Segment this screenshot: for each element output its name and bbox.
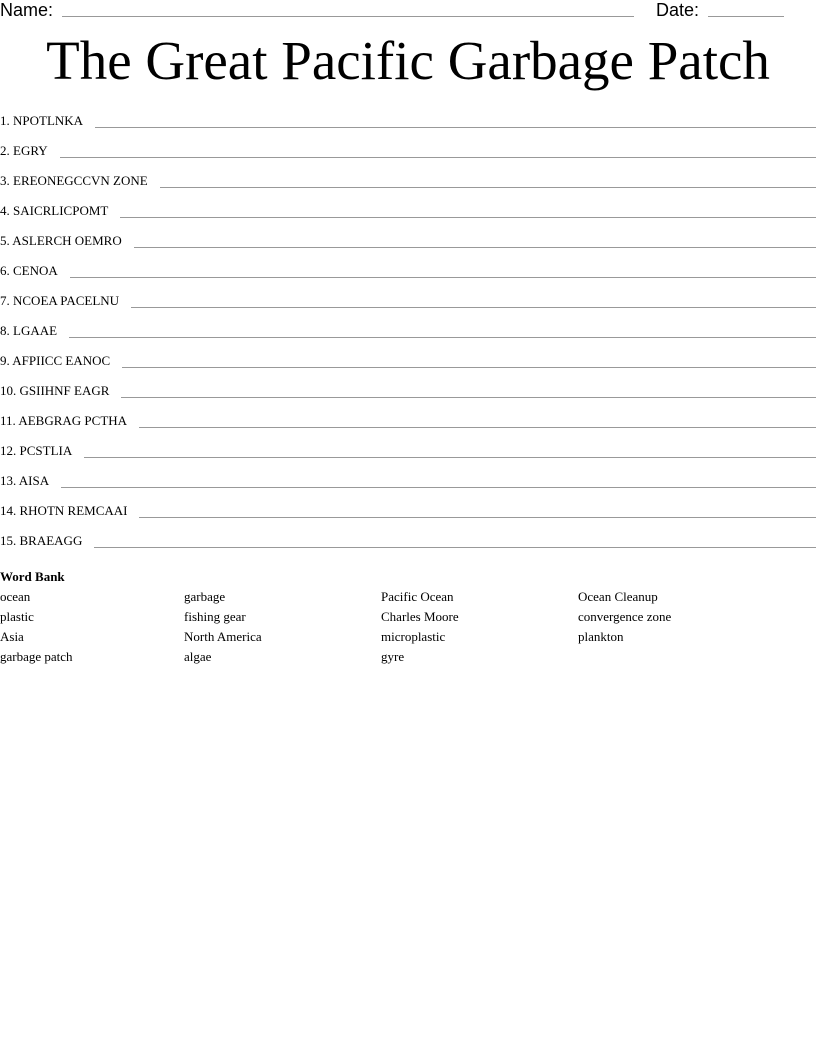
word-bank-item: algae bbox=[184, 649, 212, 664]
name-label: Name: bbox=[0, 0, 54, 20]
word-bank-item: gyre bbox=[381, 649, 405, 664]
question-text bbox=[0, 170, 148, 189]
question-number: 6. bbox=[0, 263, 10, 278]
scrambled-word: GSIIHNF EAGR bbox=[19, 383, 110, 398]
answer-line[interactable] bbox=[120, 217, 816, 218]
scrambled-word: LGAAE bbox=[13, 323, 58, 338]
answer-line[interactable] bbox=[139, 427, 816, 428]
answer-line[interactable] bbox=[60, 157, 816, 158]
question-text bbox=[0, 260, 58, 279]
scrambled-word: AISA bbox=[18, 473, 50, 488]
scrambled-word: SAICRLICPOMT bbox=[13, 203, 109, 218]
question-number: 15. bbox=[0, 533, 17, 548]
question-text bbox=[0, 440, 72, 459]
question-row bbox=[0, 380, 816, 410]
question-row bbox=[0, 470, 816, 500]
question-text bbox=[0, 380, 109, 399]
word-bank-title: Word Bank bbox=[0, 569, 65, 584]
question-number: 3. bbox=[0, 173, 10, 188]
word-bank-item: fishing gear bbox=[184, 609, 246, 624]
answer-line[interactable] bbox=[70, 277, 816, 278]
question-number: 7. bbox=[0, 293, 10, 308]
question-number: 10. bbox=[0, 383, 17, 398]
question-row bbox=[0, 440, 816, 470]
question-number: 5. bbox=[0, 233, 10, 248]
word-bank-item: garbage patch bbox=[0, 649, 73, 664]
answer-line[interactable] bbox=[84, 457, 816, 458]
question-row bbox=[0, 260, 816, 290]
answer-line[interactable] bbox=[95, 127, 816, 128]
question-text bbox=[0, 290, 119, 309]
question-row bbox=[0, 290, 816, 320]
word-bank-item: convergence zone bbox=[578, 609, 672, 624]
scrambled-word: PCSTLIA bbox=[19, 443, 73, 458]
word-bank-item: microplastic bbox=[381, 629, 446, 644]
question-number: 2. bbox=[0, 143, 10, 158]
word-bank bbox=[0, 569, 816, 669]
scrambled-word: AEBGRAG PCTHA bbox=[18, 413, 128, 428]
question-row bbox=[0, 500, 816, 530]
question-number: 4. bbox=[0, 203, 10, 218]
question-row bbox=[0, 140, 816, 170]
answer-line[interactable] bbox=[131, 307, 816, 308]
question-number: 9. bbox=[0, 353, 10, 368]
answer-line[interactable] bbox=[121, 397, 816, 398]
question-row bbox=[0, 200, 816, 230]
word-bank-item: Ocean Cleanup bbox=[578, 589, 658, 604]
scrambled-word: NCOEA PACELNU bbox=[13, 293, 120, 308]
scrambled-word: ASLERCH OEMRO bbox=[12, 233, 122, 248]
answer-line[interactable] bbox=[69, 337, 816, 338]
scrambled-word: AFPIICC EANOC bbox=[12, 353, 111, 368]
question-number: 8. bbox=[0, 323, 10, 338]
question-row bbox=[0, 320, 816, 350]
question-number: 14. bbox=[0, 503, 17, 518]
question-text bbox=[0, 140, 48, 159]
question-text bbox=[0, 110, 83, 129]
question-row bbox=[0, 110, 816, 140]
scrambled-word: EREONEGCCVN ZONE bbox=[13, 173, 148, 188]
word-bank-item: plastic bbox=[0, 609, 34, 624]
answer-line[interactable] bbox=[61, 487, 816, 488]
scrambled-word: RHOTN REMCAAI bbox=[19, 503, 128, 518]
question-row bbox=[0, 230, 816, 260]
word-bank-item: plankton bbox=[578, 629, 624, 644]
scrambled-word: EGRY bbox=[13, 143, 48, 158]
question-text bbox=[0, 320, 57, 339]
question-row bbox=[0, 170, 816, 200]
date-label: Date: bbox=[656, 0, 700, 20]
question-text bbox=[0, 530, 82, 549]
question-text bbox=[0, 470, 49, 489]
page-title: The Great Pacific Garbage Patch bbox=[46, 30, 770, 91]
scrambled-word: BRAEAGG bbox=[19, 533, 83, 548]
question-row bbox=[0, 530, 816, 560]
word-bank-item: North America bbox=[184, 629, 262, 644]
question-number: 12. bbox=[0, 443, 17, 458]
question-text bbox=[0, 500, 127, 519]
answer-line[interactable] bbox=[134, 247, 816, 248]
word-bank-grid bbox=[0, 589, 816, 669]
question-text bbox=[0, 410, 127, 429]
header-row bbox=[0, 0, 816, 22]
question-text bbox=[0, 200, 108, 219]
answer-line[interactable] bbox=[160, 187, 816, 188]
question-text bbox=[0, 230, 122, 249]
word-bank-item: garbage bbox=[184, 589, 226, 604]
answer-line[interactable] bbox=[94, 547, 816, 548]
word-bank-item: Charles Moore bbox=[381, 609, 459, 624]
name-field[interactable] bbox=[62, 16, 634, 17]
question-row bbox=[0, 410, 816, 440]
question-list bbox=[0, 110, 816, 560]
answer-line[interactable] bbox=[122, 367, 816, 368]
scrambled-word: CENOA bbox=[13, 263, 58, 278]
question-number: 13. bbox=[0, 473, 17, 488]
date-field[interactable] bbox=[708, 16, 784, 17]
word-bank-item: Pacific Ocean bbox=[381, 589, 454, 604]
question-number: 11. bbox=[0, 413, 16, 428]
word-bank-item: ocean bbox=[0, 589, 31, 604]
question-row bbox=[0, 350, 816, 380]
answer-line[interactable] bbox=[139, 517, 816, 518]
question-number: 1. bbox=[0, 113, 10, 128]
scrambled-word: NPOTLNKA bbox=[13, 113, 84, 128]
question-text bbox=[0, 350, 110, 369]
word-bank-item: Asia bbox=[0, 629, 24, 644]
